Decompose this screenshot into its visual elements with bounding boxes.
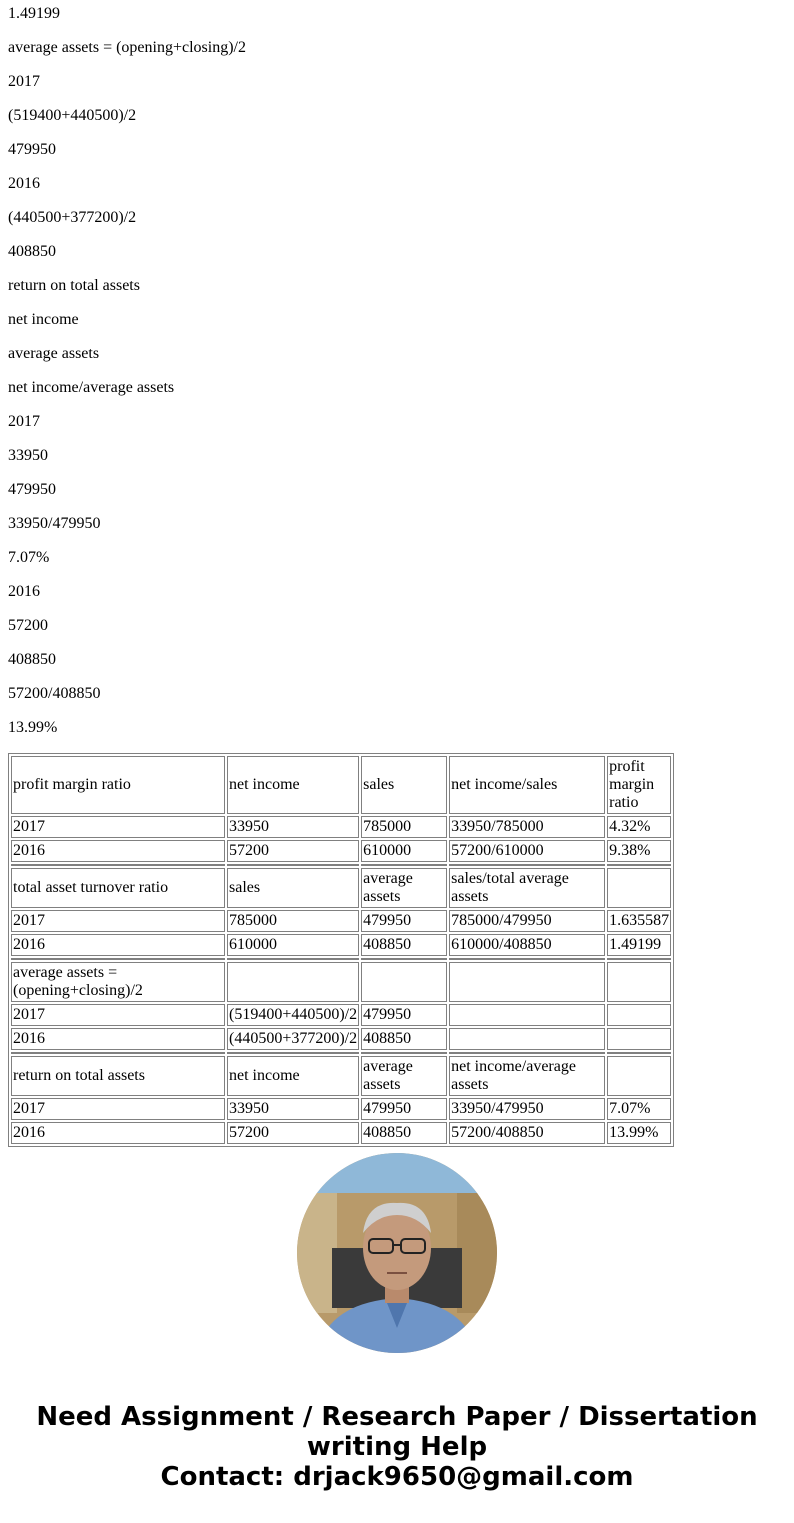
table-cell: (519400+440500)/2 xyxy=(227,1004,359,1026)
text-line: 33950/479950 xyxy=(8,515,101,532)
table-cell: 408850 xyxy=(361,1028,447,1050)
author-avatar xyxy=(297,1153,497,1353)
document-body xyxy=(8,0,674,1147)
table-row xyxy=(11,840,671,862)
table-cell: sales xyxy=(227,868,359,908)
text-line: 2017 xyxy=(8,413,40,430)
text-line: 7.07% xyxy=(8,549,50,566)
table-cell: 785000/479950 xyxy=(449,910,605,932)
table-cell: 785000 xyxy=(227,910,359,932)
table-cell: net income xyxy=(227,756,359,814)
text-line: net income/average assets xyxy=(8,379,175,396)
table-cell: 33950/785000 xyxy=(449,816,605,838)
table-row xyxy=(11,1122,671,1144)
table-cell: 1.635587 xyxy=(607,910,671,932)
text-line: return on total assets xyxy=(8,277,140,294)
text-line: 2017 xyxy=(8,73,40,90)
text-line: 13.99% xyxy=(8,719,58,736)
text-line: 1.49199 xyxy=(8,5,60,22)
text-line: average assets xyxy=(8,345,100,362)
text-line: 2016 xyxy=(8,175,40,192)
table-cell xyxy=(607,1028,671,1050)
text-line: 57200 xyxy=(8,617,48,634)
table-cell: 610000/408850 xyxy=(449,934,605,956)
table-cell: average assets = (opening+closing)/2 xyxy=(11,962,225,1002)
table-header-row xyxy=(11,1056,671,1096)
table-cell: 33950 xyxy=(227,816,359,838)
table-cell xyxy=(607,1004,671,1026)
text-line: 479950 xyxy=(8,141,56,158)
table-cell xyxy=(607,1056,671,1096)
text-line: 2016 xyxy=(8,583,40,600)
table-cell xyxy=(449,1028,605,1050)
table-cell: 610000 xyxy=(361,840,447,862)
table-cell: 610000 xyxy=(227,934,359,956)
table-cell: 57200/408850 xyxy=(449,1122,605,1144)
table-cell: profit margin ratio xyxy=(11,756,225,814)
table-cell: average assets xyxy=(361,868,447,908)
table-cell xyxy=(449,1004,605,1026)
table-cell: return on total assets xyxy=(11,1056,225,1096)
table-row xyxy=(11,1004,671,1026)
table-cell: 9.38% xyxy=(607,840,671,862)
table-row xyxy=(11,934,671,956)
table-cell: average assets xyxy=(361,1056,447,1096)
table-cell xyxy=(607,868,671,908)
group-separator xyxy=(11,864,671,866)
group-separator xyxy=(11,958,671,960)
table-cell: total asset turnover ratio xyxy=(11,868,225,908)
table-cell: 1.49199 xyxy=(607,934,671,956)
table-cell: 2017 xyxy=(11,816,225,838)
table-header-row xyxy=(11,868,671,908)
table-cell: 57200/610000 xyxy=(449,840,605,862)
text-line: 479950 xyxy=(8,481,56,498)
table-cell: net income/sales xyxy=(449,756,605,814)
table-cell: 2017 xyxy=(11,1004,225,1026)
table-cell: 2016 xyxy=(11,840,225,862)
table-cell: sales/total average assets xyxy=(449,868,605,908)
table-cell: 2017 xyxy=(11,910,225,932)
table-cell xyxy=(361,962,447,1002)
text-line: (519400+440500)/2 xyxy=(8,107,137,124)
text-line: (440500+377200)/2 xyxy=(8,209,137,226)
table-cell: 33950/479950 xyxy=(449,1098,605,1120)
table-cell: 2016 xyxy=(11,1122,225,1144)
table-cell: 2016 xyxy=(11,1028,225,1050)
table-cell xyxy=(449,962,605,1002)
group-separator xyxy=(11,1052,671,1054)
table-cell: 479950 xyxy=(361,1098,447,1120)
table-cell: net income/average assets xyxy=(449,1056,605,1096)
table-row xyxy=(11,910,671,932)
table-header-row xyxy=(11,756,671,814)
text-line: 33950 xyxy=(8,447,48,464)
table-row xyxy=(11,1098,671,1120)
table-cell: 408850 xyxy=(361,1122,447,1144)
table-cell: 13.99% xyxy=(607,1122,671,1144)
table-cell: 785000 xyxy=(361,816,447,838)
contact-email: Contact: drjack9650@gmail.com xyxy=(160,1462,634,1492)
text-line: average assets = (opening+closing)/2 xyxy=(8,39,246,56)
table-cell: profit margin ratio xyxy=(607,756,671,814)
table-cell: sales xyxy=(361,756,447,814)
text-line: 408850 xyxy=(8,243,56,260)
table-cell: 4.32% xyxy=(607,816,671,838)
table-cell: 408850 xyxy=(361,934,447,956)
table-row xyxy=(11,1028,671,1050)
text-line: 57200/408850 xyxy=(8,685,101,702)
table-header-row xyxy=(11,962,671,1002)
table-cell xyxy=(227,962,359,1002)
table-cell: (440500+377200)/2 xyxy=(227,1028,359,1050)
contact-banner xyxy=(0,1402,794,1492)
table-cell: 479950 xyxy=(361,910,447,932)
text-line: 408850 xyxy=(8,651,56,668)
table-cell xyxy=(607,962,671,1002)
table-cell: 2017 xyxy=(11,1098,225,1120)
table-row xyxy=(11,816,671,838)
person-photo-icon xyxy=(297,1153,497,1353)
table-cell: 2016 xyxy=(11,934,225,956)
ratio-table xyxy=(8,753,674,1147)
table-cell: 57200 xyxy=(227,840,359,862)
help-text: Need Assignment / Research Paper / Dissertation writing Help xyxy=(36,1402,758,1462)
table-cell: 33950 xyxy=(227,1098,359,1120)
table-cell: net income xyxy=(227,1056,359,1096)
table-cell: 57200 xyxy=(227,1122,359,1144)
table-cell: 7.07% xyxy=(607,1098,671,1120)
text-line: net income xyxy=(8,311,79,328)
table-cell: 479950 xyxy=(361,1004,447,1026)
